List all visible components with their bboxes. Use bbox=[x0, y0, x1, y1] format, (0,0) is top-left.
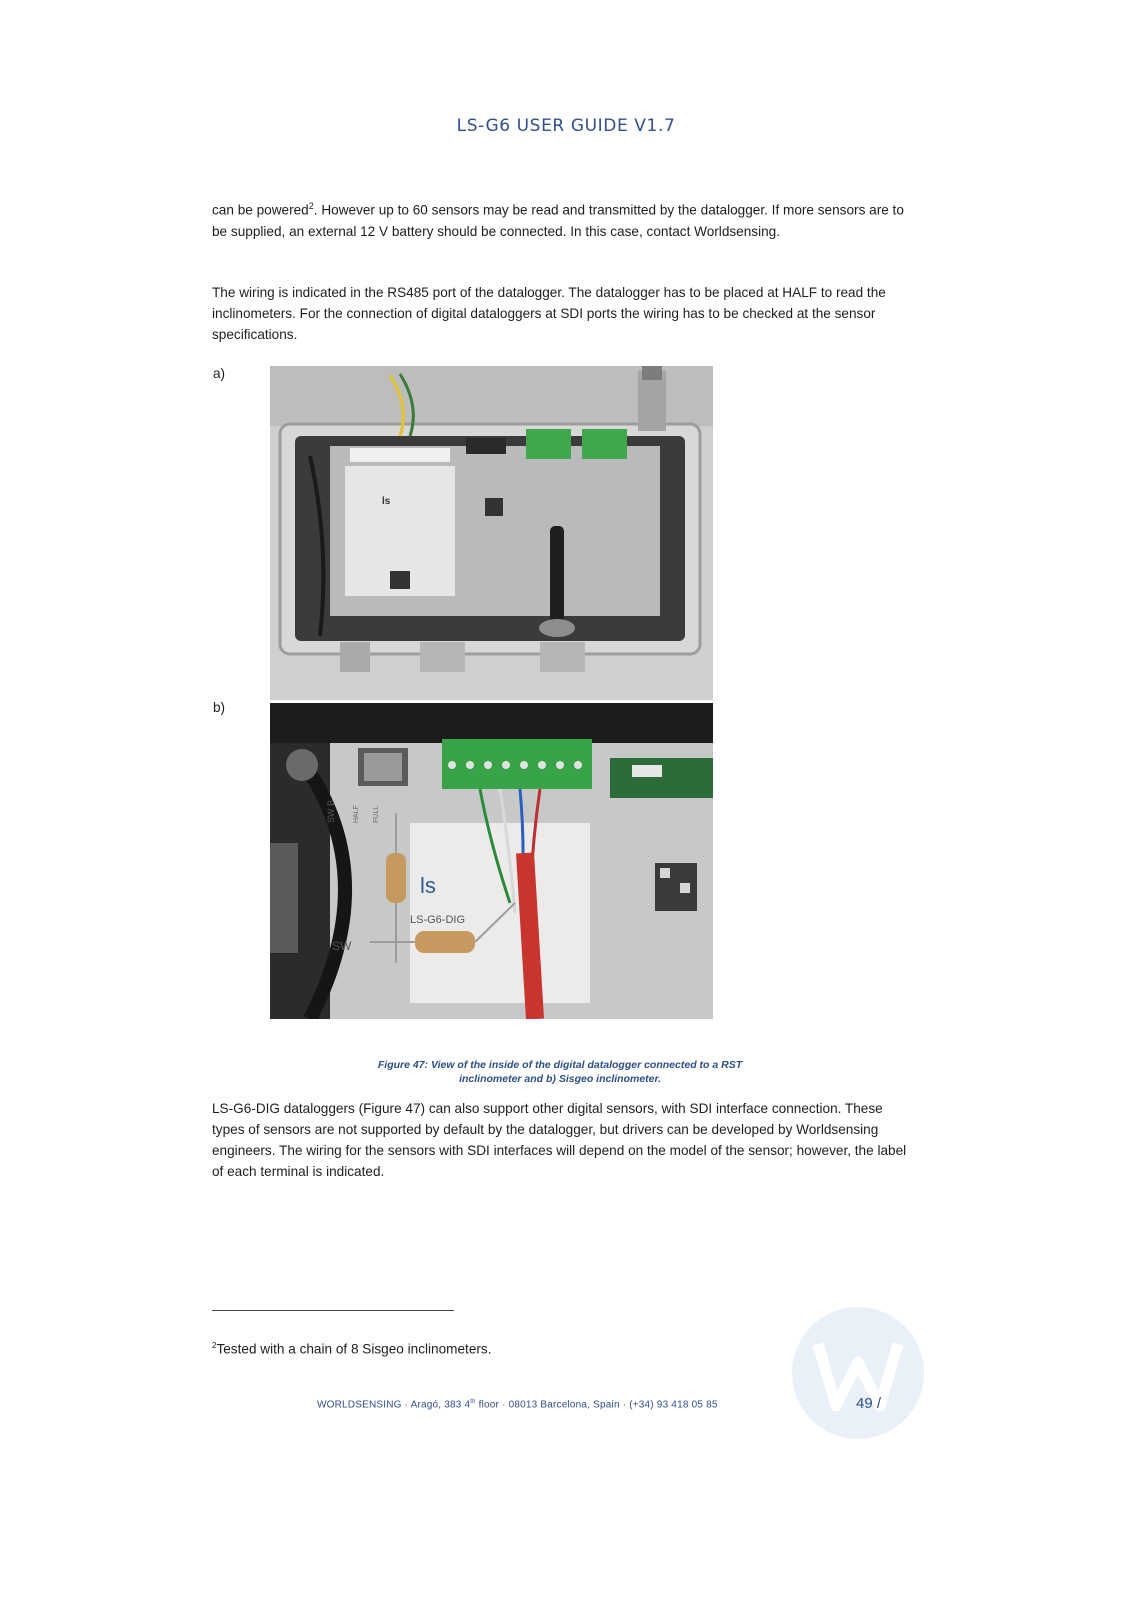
paragraph-sdi: LS-G6-DIG dataloggers (Figure 47) can also support other digital sensors, with SDI interface connection. These types of sensors are not supported by default by the datalogger, but drivers can be developed by Worldsensing engineers. The wiring for the sensors with SDI interfaces will depend on the model of the sensor; however, the label of each terminal is indicated. bbox=[212, 1101, 907, 1179]
photo-a-brand-text: ls bbox=[382, 496, 391, 507]
figure-label-a: a) bbox=[213, 366, 226, 381]
paragraph-power bbox=[212, 196, 912, 242]
photo-sisgeo-illustration bbox=[270, 703, 713, 1019]
paragraph-wiring: The wiring is indicated in the RS485 port of the datalogger. The datalogger has to be placed at HALF to read the inclinometers. For the connection of digital dataloggers at SDI ports the wiring has to be checked at the sensor specifications. bbox=[212, 285, 886, 342]
figure-caption-line1: Figure 47: View of the inside of the digital datalogger connected to a RST bbox=[377, 1059, 743, 1071]
photo-b-switch-label: SW B bbox=[326, 799, 336, 823]
photo-b-brand-text: ls bbox=[420, 873, 436, 898]
footnote-reference[interactable]: 2 bbox=[308, 201, 314, 211]
footer-company: WORLDSENSING bbox=[317, 1399, 402, 1411]
footer-address-part1: · Aragó, 383 4 bbox=[401, 1399, 471, 1411]
worldsensing-watermark-logo bbox=[790, 1302, 926, 1444]
photo-b-full-label: FULL bbox=[373, 805, 380, 823]
paragraph-power-text-start: can be powered bbox=[212, 202, 309, 218]
footnote-marker: 2 bbox=[212, 1341, 217, 1350]
photo-sisgeo-datalogger bbox=[270, 703, 713, 1019]
photo-b-half-label: HALF bbox=[353, 805, 360, 823]
footer-address-part2: floor · 08013 Barcelona, Spain · (+34) 93 418 05 85 bbox=[475, 1399, 718, 1411]
page-header-title: LS-G6 USER GUIDE V1.7 bbox=[456, 116, 676, 136]
footnote bbox=[212, 1341, 492, 1357]
figure-caption-line2: inclinometer and b) Sisgeo inclinometer. bbox=[459, 1073, 661, 1085]
footer-address-sup: th bbox=[470, 1399, 476, 1405]
photo-b-sw-text: SW bbox=[332, 939, 352, 953]
figure-label-b: b) bbox=[213, 700, 226, 715]
page-number: 49 / bbox=[856, 1395, 882, 1412]
footnote-text: Tested with a chain of 8 Sisgeo inclinometers. bbox=[216, 1341, 492, 1357]
footer-address bbox=[317, 1399, 718, 1410]
photo-rst-illustration bbox=[270, 366, 713, 700]
photo-rst-datalogger bbox=[270, 366, 713, 700]
paragraph-power-text-end: . However up to 60 sensors may be read and transmitted by the datalogger. If more sensors are to be supplied, an external 12 V battery should be connected. In this case, contact Worldsensing. bbox=[212, 202, 904, 239]
figure-caption bbox=[300, 1058, 820, 1086]
photo-b-model-text: LS-G6-DIG bbox=[410, 914, 466, 926]
footnote-divider bbox=[212, 1310, 454, 1311]
